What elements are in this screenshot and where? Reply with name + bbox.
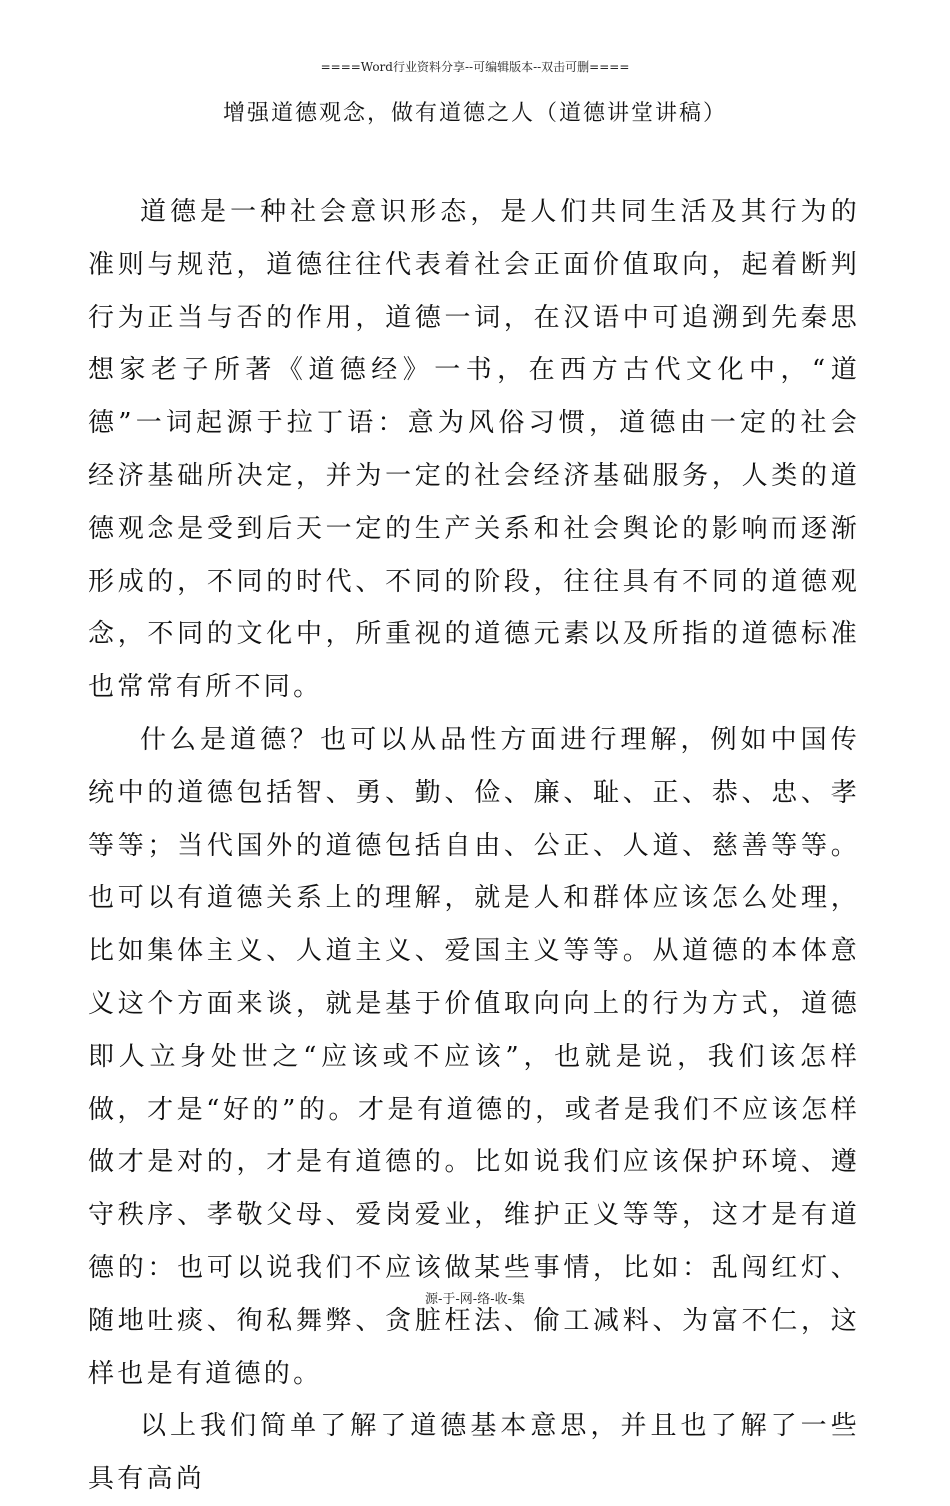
paragraph: 什么是道德？也可以从品性方面进行理解，例如中国传统中的道德包括智、勇、勤、俭、廉、耻、正、恭、忠、孝等等；当代国外的道德包括自由、公正、人道、慈善等等。也可以有道德关系上的理解，就是人和群体应该怎么处理，比如集体主义、人道主义、爱国主义等等。从道德的本体意义这个方面来谈，就是基于价值取向向上的行为方式，道德即人立身处世之“应该或不应该”，也就是说，我们该怎样做，才是“好的”的。才是有道德的，或者是我们不应该怎样做才是对的，才是有道德的。比如说我们应该保护环境、遵守秩序、孝敬父母、爱岗爱业，维护正义等等，这才是有道德的：也可以说我们不应该做某些事情，比如：乱闯红灯、随地吐痰、徇私舞弊、贪脏枉法、偷工减料、为富不仁，这样也是有道德的。 — [88, 724, 860, 1389]
footer-note: 源-于-网-络-收-集 — [425, 1292, 525, 1307]
document-title: 增强道德观念，做有道德之人（道德讲堂讲稿） — [222, 101, 727, 126]
paragraph: 道德是一种社会意识形态，是人们共同生活及其行为的准则与规范，道德往往代表着社会正面价值取向，起着断判行为正当与否的作用，道德一词，在汉语中可追溯到先秦思想家老子所著《道德经》一书，在西方古代文化中，“道德”一词起源于拉丁语：意为风俗习惯，道德由一定的社会经济基础所决定，并为一定的社会经济基础服务，人类的道德观念是受到后天一定的生产关系和社会舆论的影响而逐渐形成的，不同的时代、不同的阶段，往往具有不同的道德观念，不同的文化中，所重视的道德元素以及所指的道德标准也常常有所不同。 — [88, 197, 860, 703]
document-body — [88, 186, 860, 1506]
paragraph: 以上我们简单了解了道德基本意思，并且也了解了一些具有高尚 — [88, 1411, 860, 1495]
header-note: ====Word行业资料分享--可编辑版本--双击可删==== — [320, 60, 630, 74]
